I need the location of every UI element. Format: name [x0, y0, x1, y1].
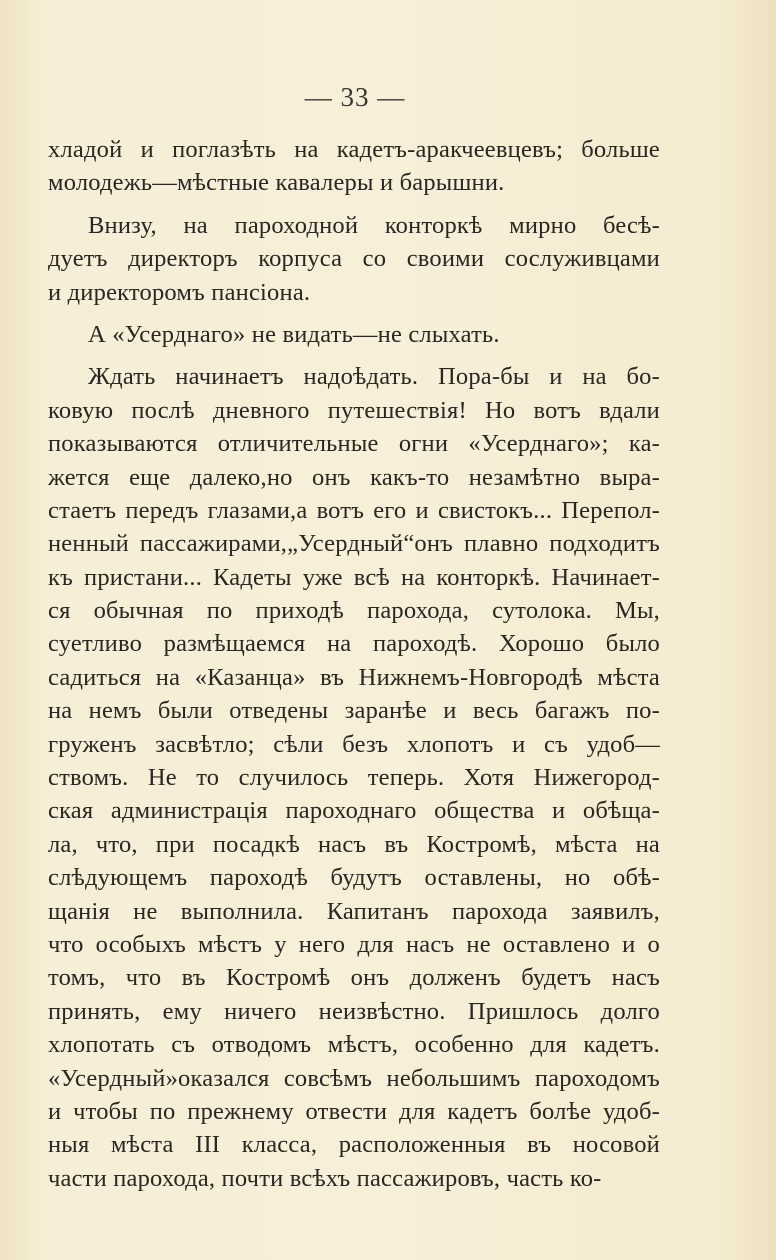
text-line: что особыхъ мѣстъ у него для насъ не оставлено и о	[48, 930, 660, 958]
paragraph	[48, 318, 660, 351]
text-line: и чтобы по прежнему отвести для кадетъ болѣе удоб-	[48, 1097, 660, 1125]
text-line: принять, ему ничего неизвѣстно. Пришлось долго	[48, 997, 660, 1025]
text-line: хлопотать съ отводомъ мѣстъ, особенно для кадетъ.	[48, 1031, 660, 1059]
text-line: Ждать начинаетъ надоѣдать. Пора-бы и на бо-	[88, 363, 660, 391]
text-line: ла, что, при посадкѣ насъ въ Костромѣ, мѣста на	[48, 830, 660, 858]
text-line: Внизу, на пароходной конторкѣ мирно бесѣ-	[88, 211, 660, 239]
text-line: дуетъ директоръ корпуса со своими сослуживцами	[48, 245, 660, 273]
text-line: слѣдующемъ пароходѣ будутъ оставлены, но обѣ-	[48, 864, 660, 892]
text-line: показываются отличительные огни «Усерднаго»; ка-	[48, 430, 660, 458]
paragraph	[48, 209, 660, 309]
text-line: ся обычная по приходѣ парохода, сутолока. Мы,	[48, 597, 660, 625]
text-line: А «Усерднаго» не видать—не слыхать.	[88, 320, 500, 348]
text-line: къ пристани... Кадеты уже всѣ на конторкѣ. Начинает-	[48, 563, 660, 591]
paragraph	[48, 360, 660, 1195]
paragraph-gap	[48, 200, 660, 209]
text-line: щанія не выполнила. Капитанъ парохода заявилъ,	[48, 897, 660, 925]
text-line: ныя мѣста III класса, расположенныя въ носовой	[48, 1131, 660, 1159]
text-line: «Усердный»оказался совсѣмъ небольшимъ пароходомъ	[48, 1064, 660, 1092]
text-line: ствомъ. Не то случилось теперь. Хотя Нижегород-	[48, 764, 660, 792]
page-number: — 33 —	[304, 82, 406, 112]
text-line: части парохода, почти всѣхъ пассажировъ, часть ко-	[48, 1164, 602, 1192]
text-line: хладой и поглазѣть на кадетъ-аракчеевцевъ; больше	[48, 136, 660, 163]
text-line: ковую послѣ дневного путешествія! Но вотъ вдали	[48, 396, 660, 424]
text-line: на немъ были отведены заранѣе и весь багажъ по-	[48, 697, 660, 725]
body-text	[48, 133, 660, 1195]
text-line: жется еще далеко,но онъ какъ-то незамѣтно выра-	[48, 463, 660, 491]
text-line: молодежь—мѣстные кавалеры и барышни.	[48, 169, 505, 197]
text-line: суетливо размѣщаемся на пароходѣ. Хорошо было	[48, 630, 660, 658]
text-line: и директоромъ пансіона.	[48, 278, 311, 306]
text-line: груженъ засвѣтло; сѣли безъ хлопотъ и съ удоб—	[48, 730, 660, 758]
text-line: садиться на «Казанца» въ Нижнемъ-Новгородѣ мѣста	[48, 663, 660, 691]
text-line: стаетъ передъ глазами,а вотъ его и свистокъ... Перепол-	[48, 496, 660, 524]
paragraph-gap	[48, 351, 660, 360]
paragraph-gap	[48, 309, 660, 318]
text-line: ненный пассажирами,„Усердный“онъ плавно подходитъ	[48, 530, 660, 558]
paragraph	[48, 133, 660, 200]
text-line: ская администрація пароходнаго общества и обѣща-	[48, 797, 660, 825]
text-line: томъ, что въ Костромѣ онъ долженъ будетъ насъ	[48, 964, 660, 992]
